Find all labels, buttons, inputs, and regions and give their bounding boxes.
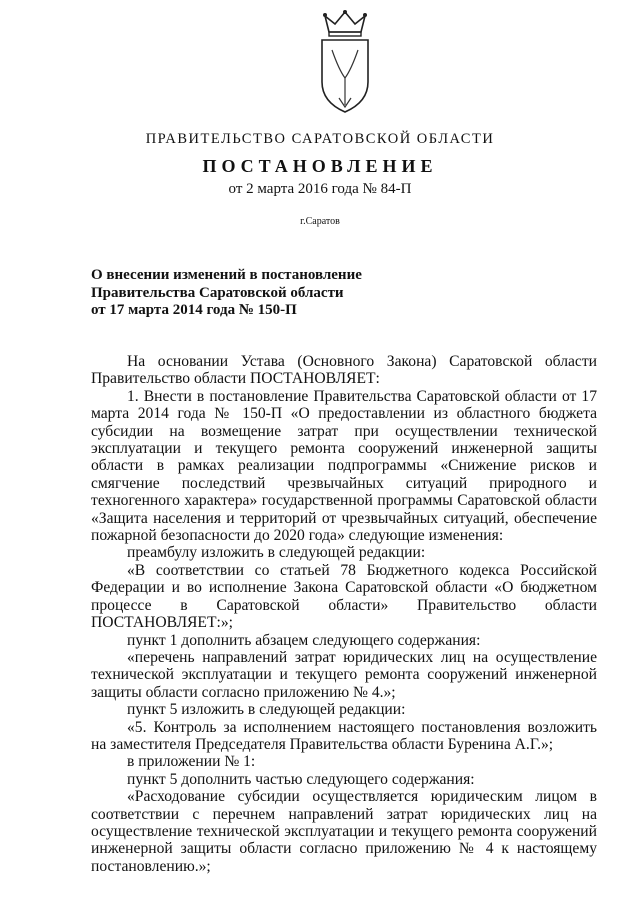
body-paragraph: пункт 5 изложить в следующей редакции: xyxy=(127,701,406,719)
document-date-number: от 2 марта 2016 года № 84-П xyxy=(228,181,412,197)
document-body xyxy=(91,353,597,875)
body-paragraph: На основании Устава (Основного Закона) Саратовской области Правительство области ПОСТАНОВЛЯЕТ: xyxy=(91,353,597,388)
document-city: г.Саратов xyxy=(300,216,340,227)
body-paragraph: в приложении № 1: xyxy=(127,753,256,771)
body-paragraph: «5. Контроль за исполнением настоящего постановления возложить на заместителя Председателя Правительства области Буренина А.Г.»; xyxy=(91,718,597,753)
body-paragraph: 1. Внести в постановление Правительства Саратовской области от 17 марта 2014 года № 150-П «О предоставлении из областного бюджета субсидии на возмещение затрат при осуществлении технической эксплуатации и текущего ремонта сооружений инженерной защиты области в рамках реализации подпрограммы «Снижение рисков и смягчение последствий чрезвычайных ситуаций природного и техногенного характера» государственной программы Саратовской области «Защита населения и территорий от чрезвычайных ситуаций, обеспечение пожарной безопасности до 2020 года» следующие изменения: xyxy=(91,387,597,545)
document-type: ПОСТАНОВЛЕНИЕ xyxy=(202,156,438,176)
body-paragraph: пункт 1 дополнить абзацем следующего содержания: xyxy=(127,631,481,649)
issuing-authority: ПРАВИТЕЛЬСТВО САРАТОВСКОЙ ОБЛАСТИ xyxy=(145,131,495,147)
subject-line: от 17 марта 2014 года № 150-П xyxy=(91,302,297,318)
body-paragraph: пункт 5 дополнить частью следующего содержания: xyxy=(127,770,475,788)
body-paragraph: «Расходование субсидии осуществляется юридическим лицом в соответствии с перечнем направлений затрат юридических лиц на осуществление технической эксплуатации и текущего ремонта сооружений инженерной защиты области согласно приложению № 4 к настоящему постановлению.»; xyxy=(91,788,597,875)
body-paragraph: преамбулу изложить в следующей редакции: xyxy=(127,544,426,562)
coat-of-arms-emblem xyxy=(315,10,375,115)
subject-line: Правительства Саратовской области xyxy=(91,284,344,301)
document-subject xyxy=(91,267,362,320)
subject-line: О внесении изменений в постановление xyxy=(91,267,362,283)
body-paragraph: «перечень направлений затрат юридических лиц на осуществление технической эксплуатации и текущего ремонта сооружений инженерной защиты области согласно приложению № 4.»; xyxy=(91,648,597,701)
body-paragraph: «В соответствии со статьей 78 Бюджетного кодекса Российской Федерации и во исполнение Закона Саратовской области «О бюджетном процессе в Саратовской области» Правительство области ПОСТАНОВЛЯЕТ:»; xyxy=(91,561,597,632)
